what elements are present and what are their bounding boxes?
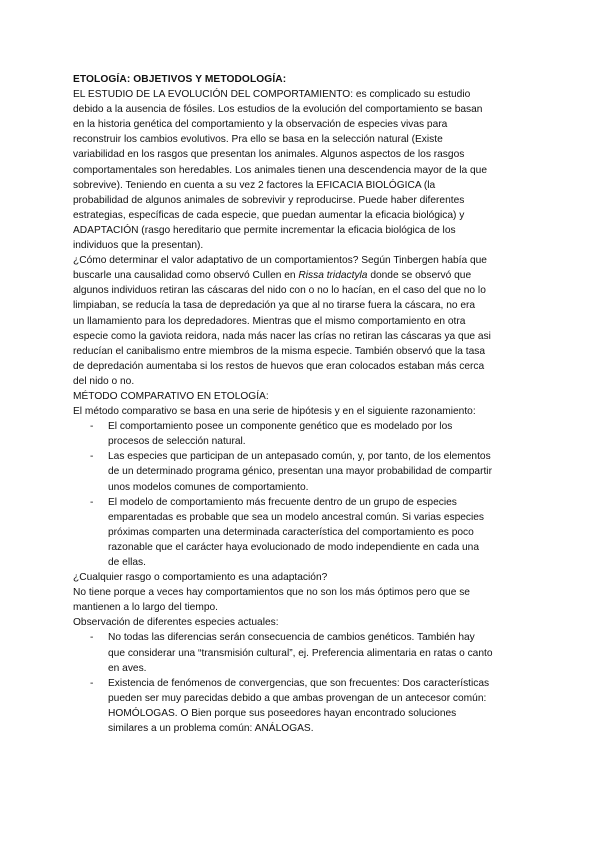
text-fragment: buscarle una causalidad como observó Cullen en xyxy=(73,270,299,282)
text-fragment: Las especies que participan de un antepasado común, y, por tanto, de los elementos xyxy=(108,451,491,463)
list-item-line: emparentadas es probable que sea un modelo ancestral común. Si varias especies xyxy=(108,511,485,523)
list-item-line: pueden ser muy parecidas debido a que ambas provengan de un antecesor común: xyxy=(108,692,487,704)
list-item-line: unos modelos comunes de comportamiento. xyxy=(108,481,309,493)
dash-bullet: - xyxy=(90,632,94,644)
list-item xyxy=(73,630,530,675)
dash-bullet: - xyxy=(90,677,94,689)
observation-section xyxy=(73,615,530,736)
text-line: especie como la gaviota reidora, nada más nacer las crías no retiran las cáscaras ya que asi xyxy=(73,330,491,342)
text-line: sobrevive). Teniendo en cuenta a su vez 2 factores la EFICACIA BIOLÓGICA (la xyxy=(73,179,436,191)
text-line: ¿Cómo determinar el valor adaptativo de un comportamientos? Según Tinbergen había que xyxy=(73,255,487,267)
list-item-line xyxy=(73,449,530,464)
comparative-method-section xyxy=(73,389,530,570)
text-fragment: Existencia de fenómenos de convergencias, que son frecuentes: Dos características xyxy=(108,677,490,689)
text-line: en la historia genética del comportamiento y la observación de especies vivas para xyxy=(73,119,448,131)
text-fragment: No todas las diferencias serán consecuencia de cambios genéticos. También hay xyxy=(108,632,475,644)
list-item-line: razonable que el carácter haya evolucionado de modo independiente en cada una xyxy=(108,541,479,553)
text-line: mantienen a lo largo del tiempo. xyxy=(73,602,218,614)
text-line: ADAPTACIÓN (rasgo hereditario que permite incrementar la eficacia biológica de los xyxy=(73,224,456,236)
section-heading: Observación de diferentes especies actuales: xyxy=(73,617,279,629)
list-item xyxy=(73,495,530,570)
text-fragment: donde se observó que xyxy=(367,270,472,282)
section-heading: MÉTODO COMPARATIVO EN ETOLOGÍA: xyxy=(73,390,269,402)
list-item-line: que considerar una “transmisión cultural”, ej. Preferencia alimentaria en ratas o canto xyxy=(108,647,493,659)
text-line: variabilidad en los rasgos que presentan los animales. Algunos aspectos de los rasgos xyxy=(73,149,465,161)
text-line: probabilidad de algunos animales de sobrevivir y reproducirse. Puede haber diferentes xyxy=(73,194,465,206)
list-item-line: similares a un problema común: ANÁLOGAS. xyxy=(108,723,314,735)
list-item xyxy=(73,449,530,494)
text-line: individuos que la presentan). xyxy=(73,240,204,252)
text-fragment: El modelo de comportamiento más frecuente dentro de un grupo de especies xyxy=(108,496,457,508)
text-line: limpiaban, se reducía la tasa de depredación ya que al no tirarse fuera la cáscara, no era xyxy=(73,300,476,312)
adaptive-value-paragraph xyxy=(73,253,530,389)
list-item-line: de un determinado programa génico, presentan una mayor probabilidad de compartir xyxy=(108,466,492,478)
list-item-line xyxy=(73,676,530,691)
text-line: del nido o no. xyxy=(73,375,135,387)
text-line: comportamentales son heredables. Los animales tienen una descendencia mayor de la que xyxy=(73,164,487,176)
text-line: un llamamiento para los depredadores. Mientras que el mismo comportamiento en otra xyxy=(73,315,466,327)
dash-bullet: - xyxy=(90,451,94,463)
text-line: estrategias, específicas de cada especie, que puedan aumentar la eficacia biológica) y xyxy=(73,209,465,221)
dash-bullet: - xyxy=(90,421,94,433)
intro-paragraph xyxy=(73,87,530,253)
species-name: Rissa tridactyla xyxy=(298,270,368,282)
list-item-line xyxy=(73,419,530,434)
text-line: debido a la ausencia de fósiles. Los estudios de la evolución del comportamiento se basan xyxy=(73,104,483,116)
list-item-line: procesos de selección natural. xyxy=(108,436,246,448)
text-line: No tiene porque a veces hay comportamientos que no son los más óptimos pero que se xyxy=(73,587,470,599)
text-line: reconstruir los cambios evolutivos. Pra ello se basa en la selección natural (Existe xyxy=(73,134,443,146)
list-item xyxy=(73,676,530,736)
text-line: EL ESTUDIO DE LA EVOLUCIÓN DEL COMPORTAMIENTO: es complicado su estudio xyxy=(73,89,471,101)
text-fragment: El comportamiento posee un componente genético que es modelado por los xyxy=(108,421,453,433)
text-line: reducían el canibalismo entre miembros de la misma especie. También observó que la tasa xyxy=(73,345,486,357)
list-item xyxy=(73,419,530,449)
text-line: algunos individuos retiran las cáscaras del nido con o no lo hacían, en el caso del que no lo xyxy=(73,285,486,297)
list-item-line: en aves. xyxy=(108,662,147,674)
list-item-line: de ellas. xyxy=(108,557,146,568)
text-line: ¿Cualquier rasgo o comportamiento es una adaptación? xyxy=(73,572,328,584)
list-item-line: HOMÓLOGAS. O Bien porque sus poseedores hayan encontrado soluciones xyxy=(108,707,457,719)
text-line: de depredación aumentaba si los restos de huevos que eran colocados estaban más cerca xyxy=(73,360,485,372)
document-title: ETOLOGÍA: OBJETIVOS Y METODOLOGÍA: xyxy=(73,74,287,85)
adaptation-question xyxy=(73,570,530,615)
list-item-line xyxy=(73,630,530,645)
text-line: El método comparativo se basa en una serie de hipótesis y en el siguiente razonamiento: xyxy=(73,406,476,418)
list-item-line xyxy=(73,495,530,510)
dash-bullet: - xyxy=(90,496,94,508)
text-line-species xyxy=(73,268,530,283)
list-item-line: próximas comparten una determinada característica del comportamiento es poco xyxy=(108,526,474,538)
